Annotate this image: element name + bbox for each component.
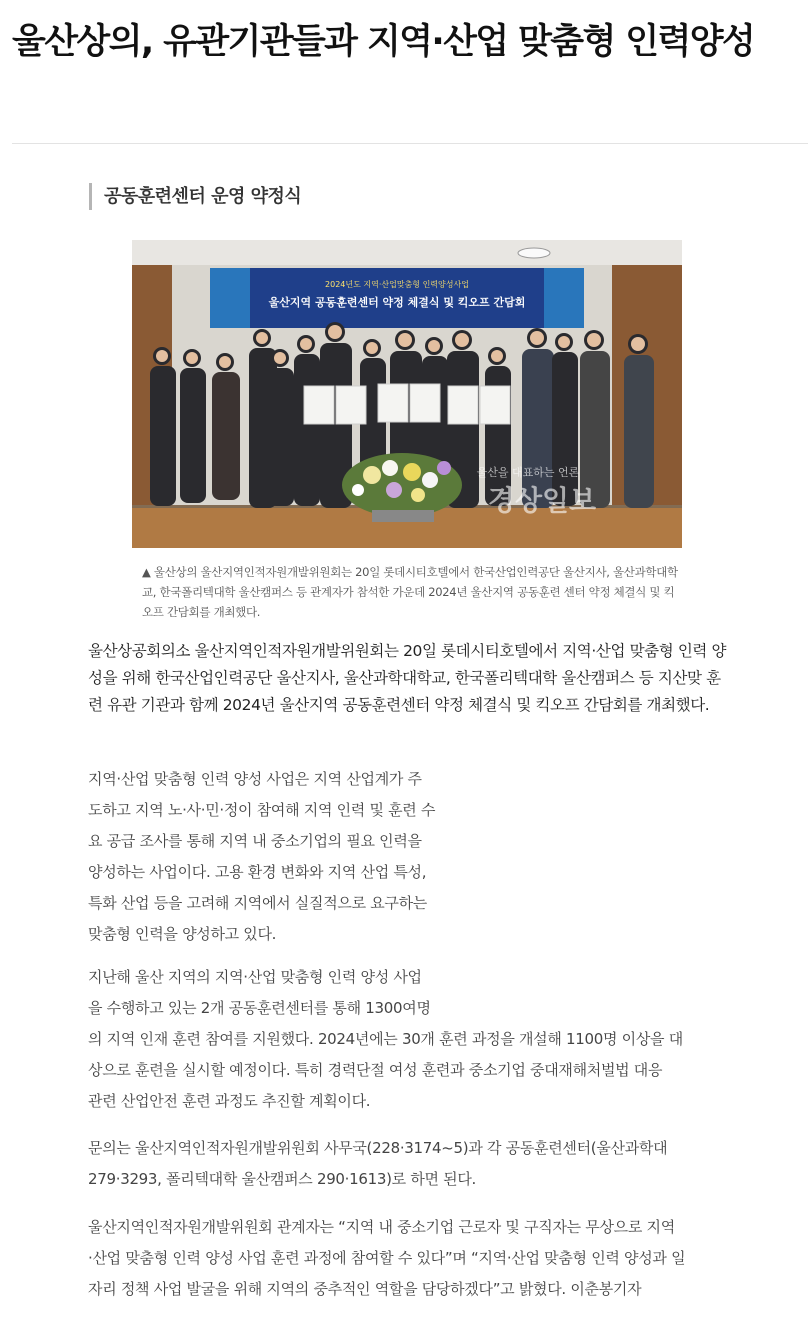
banner-line1: 2024년도 지역·산업맞춤형 인력양성사업: [325, 280, 469, 289]
paragraph-line: 맞춤형 인력을 양성하고 있다.: [88, 925, 277, 943]
article-subtitle: 공동훈련센터 운영 약정식: [89, 183, 301, 210]
paragraph-line: 상으로 훈련을 실시할 예정이다. 특히 경력단절 여성 훈련과 중소기업 중대재해처벌법 대응: [88, 1061, 663, 1079]
ceiling-light: [518, 248, 550, 258]
article-paragraph-3: [88, 1133, 733, 1195]
paragraph-line: 울산지역인적자원개발위원회 관계자는 “지역 내 중소기업 근로자 및 구직자는 무상으로 지역: [88, 1218, 675, 1236]
paragraph-line: 279·3293, 폴리텍대학 울산캠퍼스 290·1613)로 하면 된다.: [88, 1170, 477, 1188]
watermark-tagline: 울산을 대표하는 언론: [476, 466, 580, 479]
paragraph-line: 특화 산업 등을 고려해 지역에서 실질적으로 요구하는: [88, 894, 427, 912]
article-paragraph-4: [88, 1212, 733, 1305]
paragraph-line: 지난해 울산 지역의 지역·산업 맞춤형 인력 양성 사업: [88, 968, 422, 986]
paragraph-line: 자리 정책 사업 발굴을 위해 지역의 중추적인 역할을 담당하겠다”고 밝혔다. 이춘봉기자: [88, 1280, 642, 1298]
headline-divider: [12, 143, 808, 144]
paragraph-line: 의 지역 인재 훈련 참여를 지원했다. 2024년에는 30개 훈련 과정을 개설해 1100명 이상을 대: [88, 1030, 683, 1048]
paragraph-line: 문의는 울산지역인적자원개발위원회 사무국(228·3174~5)과 각 공동훈련센터(울산과학대: [88, 1139, 668, 1157]
paragraph-line: 지역·산업 맞춤형 인력 양성 사업은 지역 산업계가 주: [88, 770, 422, 788]
paragraph-line: 양성하는 사업이다. 고용 환경 변화와 지역 산업 특성,: [88, 863, 427, 881]
article-lead: 울산상공회의소 울산지역인적자원개발위원회는 20일 롯데시티호텔에서 지역·산업 맞춤형 인력 양성을 위해 한국산업인력공단 울산지사, 울산과학대학교, 한국폴리텍대학 울산캠퍼스 등 지산맞 훈련 유관 기관과 함께 2024년 울산지역 공동훈련센터 약정 체결식 및 킥오프 간담회를 개최했다.: [88, 642, 727, 714]
paragraph-line: 요 공급 조사를 통해 지역 내 중소기업의 필요 인력을: [88, 832, 422, 850]
paragraph-line: 도하고 지역 노·사·민·정이 참여해 지역 인력 및 훈련 수: [88, 801, 436, 819]
paragraph-line: ·산업 맞춤형 인력 양성 사업 훈련 과정에 참여할 수 있다”며 “지역·산업 맞춤형 인력 양성과 일: [88, 1249, 686, 1267]
article-paragraph-2: [88, 962, 733, 1117]
watermark-brand: 경상일보: [487, 484, 597, 517]
article-paragraph-1: [88, 764, 468, 950]
banner-line2: 울산지역 공동훈련센터 약정 체결식 및 킥오프 간담회: [268, 296, 526, 309]
photo-illustration: [132, 240, 682, 548]
paragraph-line: 관련 산업안전 훈련 과정도 추진할 계획이다.: [88, 1092, 371, 1110]
paragraph-line: 을 수행하고 있는 2개 공동훈련센터를 통해 1300여명: [88, 999, 431, 1017]
article-headline: 울산상의, 유관기관들과 지역·산업 맞춤형 인력양성: [12, 22, 755, 62]
ceiling: [132, 240, 682, 265]
photo-caption: ▲ 울산상의 울산지역인적자원개발위원회는 20일 롯데시티호텔에서 한국산업인력공단 울산지사, 울산과학대학교, 한국폴리텍대학 울산캠퍼스 등 관계자가 참석한 가운데 2024년 울산지역 공동훈련 센터 약정 체결식 및 킥오프 간담회를 개최했다.: [142, 565, 678, 619]
article-photo[interactable]: [132, 240, 682, 548]
